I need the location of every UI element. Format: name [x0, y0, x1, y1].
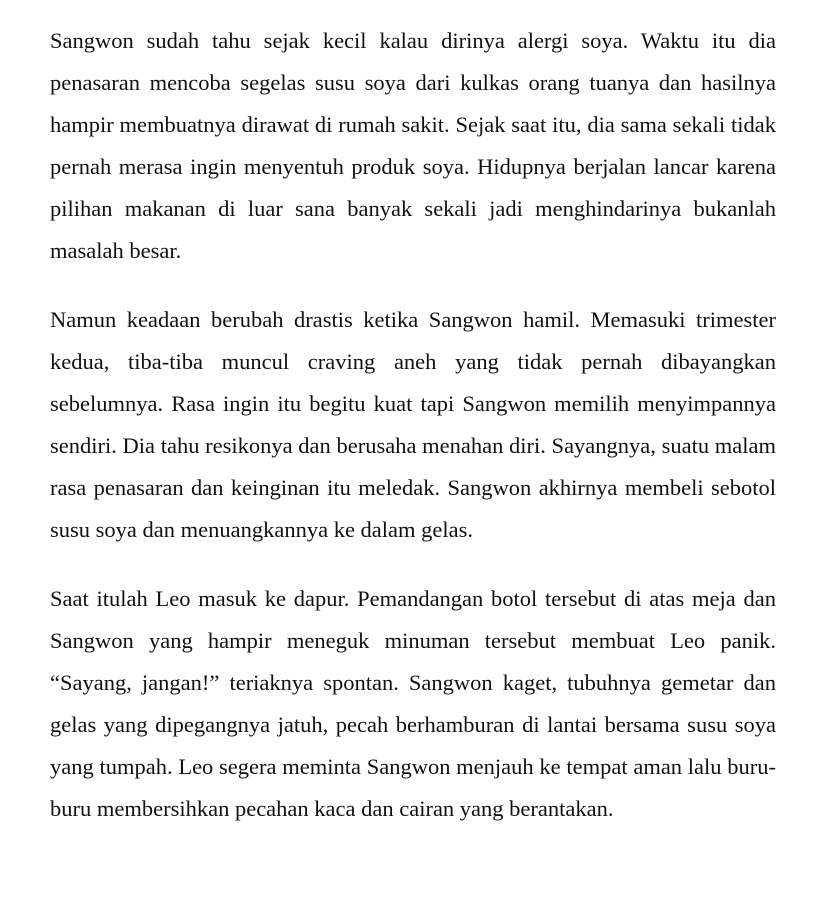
paragraph-3: Saat itulah Leo masuk ke dapur. Pemandangan botol tersebut di atas meja dan Sangwon yang hampir meneguk minuman tersebut membuat Leo panik. “Sayang, jangan!” teriaknya spontan. Sangwon kaget, tubuhnya gemetar dan gelas yang dipegangnya jatuh, pecah berhamburan di lantai bersama susu soya yang tumpah. Leo segera meminta Sangwon menjauh ke tempat aman lalu buru-buru membersihkan pecahan kaca dan cairan yang berantakan.: [50, 586, 776, 821]
paragraph-2: Namun keadaan berubah drastis ketika Sangwon hamil. Memasuki trimester kedua, tiba-tiba muncul craving aneh yang tidak pernah dibayangkan sebelumnya. Rasa ingin itu begitu kuat tapi Sangwon memilih menyimpannya sendiri. Dia tahu resikonya dan berusaha menahan diri. Sayangnya, suatu malam rasa penasaran dan keinginan itu meledak. Sangwon akhirnya membeli sebotol susu soya dan menuangkannya ke dalam gelas.: [50, 307, 776, 542]
document-body: [50, 20, 776, 830]
paragraph-1: Sangwon sudah tahu sejak kecil kalau dirinya alergi soya. Waktu itu dia penasaran mencoba segelas susu soya dari kulkas orang tuanya dan hasilnya hampir membuatnya dirawat di rumah sakit. Sejak saat itu, dia sama sekali tidak pernah merasa ingin menyentuh produk soya. Hidupnya berjalan lancar karena pilihan makanan di luar sana banyak sekali jadi menghindarinya bukanlah masalah besar.: [50, 28, 776, 263]
